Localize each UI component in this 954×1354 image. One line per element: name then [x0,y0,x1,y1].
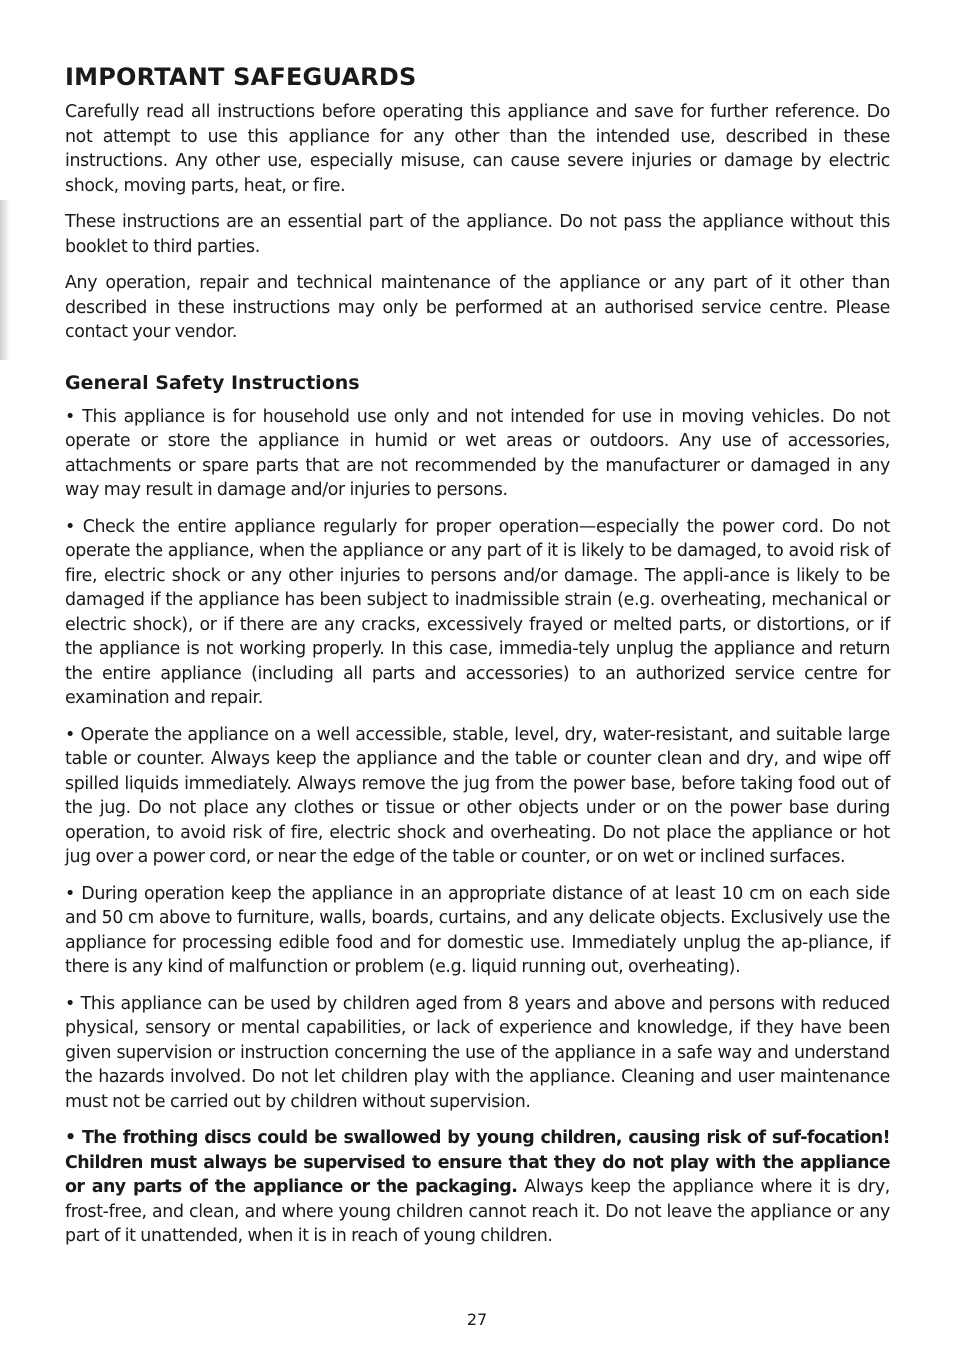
intro-paragraph: Carefully read all instructions before operating this appliance and save for further reference. Do not attempt to use this appliance for any other than the intended use, described in these instructions. Any other use, especially misuse, can cause severe injuries or damage by electric shock, moving parts, heat, or fire. [65,102,890,196]
safety-bullet-warning [65,1126,890,1249]
safety-bullet: • Operate the appliance on a well accessible, stable, level, dry, water-resistant, and suitable large table or counter. Always keep the appliance and the table or counter clean and dry, and wipe off spilled liquids immediately. Always remove the jug from the power base, before taking food out of the jug. Do not place any clothes or tissue or other objects under or on the power base during operation, to avoid risk of fire, electric shock and overheating. Do not place the appliance or hot jug over a power cord, or near the edge of the table or counter, or on wet or inclined surfaces. [65,724,890,867]
section-heading: General Safety Instructions [65,371,360,394]
safety-bullet: • During operation keep the appliance in an appropriate distance of at least 10 cm on each side and 50 cm above to furniture, walls, boards, curtains, and any delicate objects. Exclusively use the appliance for processing edible food and for domestic use. Immediately unplug the ap-pliance, if there is any kind of malfunction or problem (e.g. liquid running out, overheating). [65,883,890,977]
page-edge-shadow [0,200,10,360]
page-title: IMPORTANT SAFEGUARDS [65,63,417,91]
safety-bullet: • Check the entire appliance regularly for proper operation—especially the power cord. Do not operate the appliance, when the appliance or any part of it is likely to be damaged, to avoid risk of fire, electric shock or any other injuries to persons and/or damage. The appli-ance is likely to be damaged if the appliance has been subject to inadmissible strain (e.g. overheating, mechanical or electric shock), or if there are any cracks, excessively frayed or melted parts, or distortions, or if the appliance is not working properly. In this case, immedia-tely unplug the appliance and return the entire appliance (including all parts and accessories) to an authorized service centre for examination and repair. [65,516,890,708]
safety-bullet: • This appliance can be used by children aged from 8 years and above and persons with reduced physical, sensory or mental capabilities, or lack of experience and knowledge, if they have been given supervision or instruction concerning the use of the appliance in a safe way and understand the hazards involved. Do not let children play with the appliance. Cleaning and user maintenance must not be carried out by children without supervision. [65,993,890,1112]
page-number: 27 [466,1310,488,1329]
safety-bullet: • This appliance is for household use only and not intended for use in moving vehicles. Do not operate or store the appliance in humid or wet areas or outdoors. Any use of accessories, attachments or spare parts that are not recommended by the manufacturer or damaged in any way may result in damage and/or injuries to persons. [65,406,890,500]
warning-normal-text: Always keep the appliance where it is dry, frost-free, and clean, and where young children cannot reach it. Do not leave the appliance or any part of it unattended, when it is in reach of young children. [65,1177,890,1246]
intro-paragraph: Any operation, repair and technical maintenance of the appliance or any part of it other than described in these instructions may only be performed at an authorised service centre. Please contact your vendor. [65,273,890,342]
document-page [65,62,890,1261]
intro-paragraph: These instructions are an essential part of the appliance. Do not pass the appliance without this booklet to third parties. [65,212,890,257]
warning-bold-text: • The frothing discs could be swallowed by young children, causing risk of suf-focation! Children must always be supervised to ensure that they do not play with the appliance or any parts of the appliance or the packaging. [65,1128,890,1197]
